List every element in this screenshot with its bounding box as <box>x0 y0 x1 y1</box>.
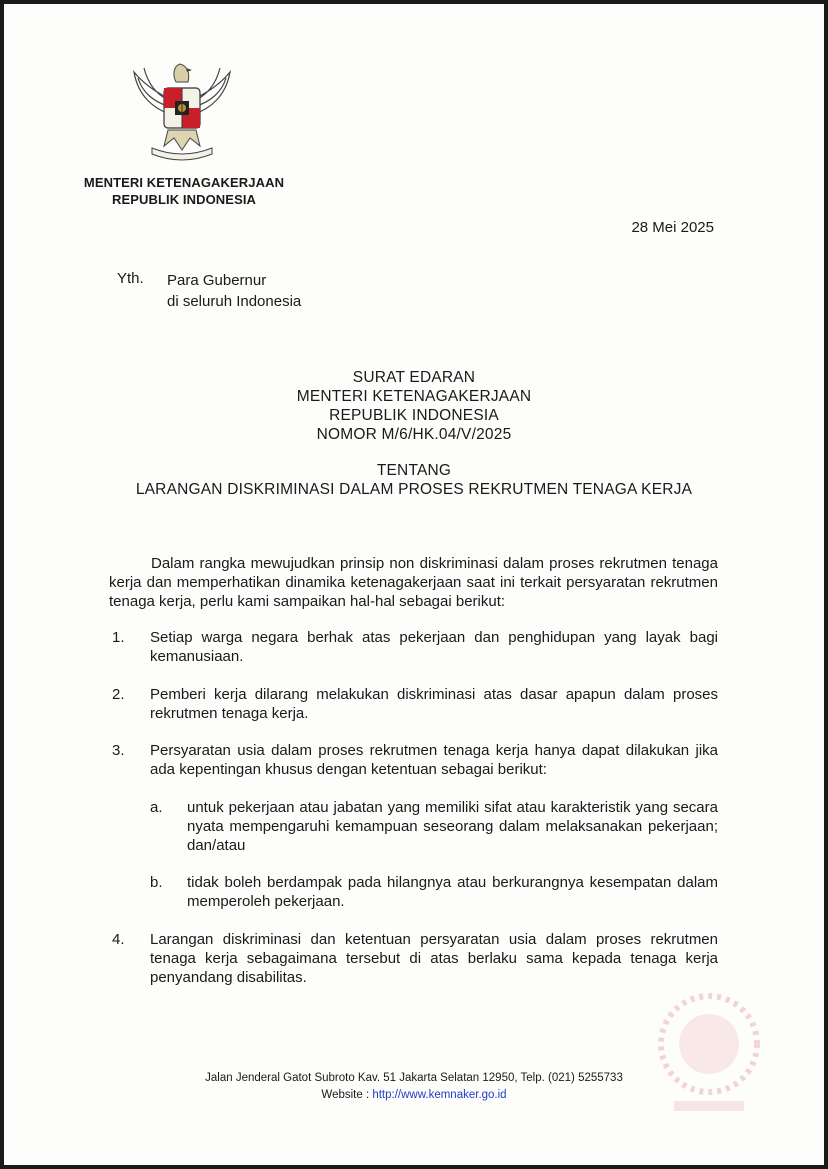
circular-subject <box>4 461 824 499</box>
sub-list-item-text: tidak boleh berdampak pada hilangnya atau berkurangnya kesempatan dalam memperoleh pekerjaan. <box>187 874 718 910</box>
addressee-label: Yth. <box>117 270 144 287</box>
addressee <box>167 270 301 312</box>
list-item-text: Persyaratan usia dalam proses rekrutmen tenaga kerja hanya dapat dilakukan jika ada kepentingan khusus dengan ketentuan sebagai berikut: <box>150 742 718 778</box>
letterhead-line-2: REPUBLIK INDONESIA <box>111 192 257 207</box>
intro-paragraph: Dalam rangka mewujudkan prinsip non diskriminasi dalam proses rekrutmen tenaga kerja dan memperhatikan dinamika ketenagakerjaan saat ini terkait persyaratan rekrutmen tenaga kerja, perlu kami sampaikan hal-hal sebagai berikut: <box>109 555 718 610</box>
list-item-number: 1. <box>112 629 125 646</box>
letter-page <box>4 4 824 1165</box>
website-link[interactable]: http://www.kemnaker.go.id <box>372 1089 507 1101</box>
sub-list-item-text: untuk pekerjaan atau jabatan yang memiliki sifat atau karakteristik yang secara nyata mempengaruhi kemampuan seseorang dalam melaksanakan pekerjaan; dan/atau <box>187 799 718 854</box>
list-item-number: 2. <box>112 686 125 703</box>
list-item-text: Setiap warga negara berhak atas pekerjaan dan penghidupan yang layak bagi kemanusiaan. <box>150 629 718 665</box>
list-item-number: 3. <box>112 742 125 759</box>
list-item-text: Larangan diskriminasi dan ketentuan persyaratan usia dalam proses rekrutmen tenaga kerja sebagaimana tersebut di atas berlaku sama kepada tenaga kerja penyandang disabilitas. <box>150 931 718 986</box>
heading-line-3: REPUBLIK INDONESIA <box>329 407 499 424</box>
heading-number: NOMOR M/6/HK.04/V/2025 <box>316 426 512 443</box>
heading-about: TENTANG <box>376 462 452 479</box>
footer-address: Jalan Jenderal Gatot Subroto Kav. 51 Jakarta Selatan 12950, Telp. (021) 5255733 <box>205 1072 623 1084</box>
heading-line-2: MENTERI KETENAGAKERJAAN <box>296 388 532 405</box>
list-item-number: 4. <box>112 931 125 948</box>
circular-heading <box>4 368 824 444</box>
addressee-line-1: Para Gubernur <box>167 272 267 289</box>
sub-list-item-letter: a. <box>150 799 163 816</box>
footer-website <box>4 1087 824 1104</box>
letterhead-title <box>78 174 290 208</box>
letter-date: 28 Mei 2025 <box>631 219 714 236</box>
heading-line-1: SURAT EDARAN <box>352 369 476 386</box>
addressee-line-2: di seluruh Indonesia <box>167 293 302 310</box>
list-item-text: Pemberi kerja dilarang melakukan diskriminasi atas dasar apapun dalam proses rekrutmen tenaga kerja. <box>150 686 718 722</box>
footer <box>4 1070 824 1104</box>
sub-list-item-letter: b. <box>150 874 163 891</box>
garuda-emblem-icon <box>124 54 240 166</box>
letterhead-line-1: MENTERI KETENAGAKERJAAN <box>83 175 285 190</box>
heading-subject: LARANGAN DISKRIMINASI DALAM PROSES REKRUTMEN TENAGA KERJA <box>135 481 693 498</box>
footer-website-label: Website : <box>321 1089 373 1101</box>
